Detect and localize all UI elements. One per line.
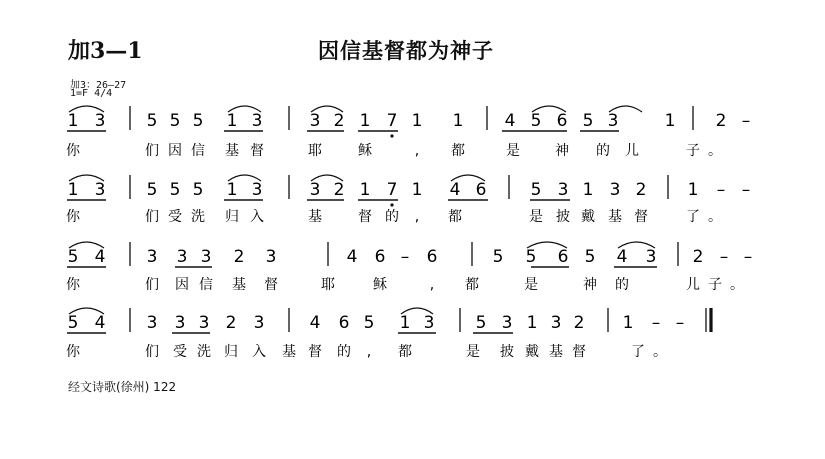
note: 1 [226, 111, 238, 131]
note: 1 [452, 111, 464, 131]
lyric-char: 的 [385, 209, 399, 225]
note: 5 [492, 247, 504, 267]
note: 1 [359, 111, 371, 131]
lyric-char: , [429, 277, 435, 293]
lyric-char: 督 [308, 344, 322, 360]
lyric-char: 督 [634, 209, 648, 225]
lyric-char: 的 [337, 344, 351, 360]
lyric-char: 督 [358, 209, 372, 225]
lyric-char: 戴 [525, 344, 539, 360]
note: 1 [67, 111, 79, 131]
lyric-char: 儿 [625, 143, 639, 159]
lyric-char: 的 [596, 143, 610, 159]
lyric-char: 基 [282, 344, 296, 360]
note: 5 [525, 247, 537, 267]
dash-note: – [400, 247, 410, 267]
note: 3 [146, 313, 158, 333]
note: 2 [233, 247, 245, 267]
lyric-char: 归 [224, 344, 238, 360]
note: 1 [359, 180, 371, 200]
note: 3 [645, 247, 657, 267]
lyric-char: 督 [264, 277, 278, 293]
lyric-char: 你 [66, 143, 80, 159]
note: 1 [399, 313, 411, 333]
note: 3 [251, 180, 263, 200]
lyric-char: 们 [145, 344, 159, 360]
dash-note: – [743, 247, 753, 267]
note: 2 [333, 180, 345, 200]
note: 6 [338, 313, 350, 333]
note: 3 [146, 247, 158, 267]
lyric-char: 们 [145, 143, 159, 159]
lyric-char: 了 [686, 209, 700, 225]
lyric-char: 。 [708, 209, 722, 225]
lyric-char: 因 [175, 277, 189, 293]
note: 1 [582, 180, 594, 200]
lyric-char: 基 [549, 344, 563, 360]
note: 3 [309, 180, 321, 200]
dash-note: – [719, 247, 729, 267]
note: 7 [386, 111, 398, 131]
lyric-char: 。 [653, 344, 667, 360]
dash-note: – [675, 313, 685, 333]
lyric-char: 们 [145, 277, 159, 293]
lyric-char: 的 [615, 277, 629, 293]
octave-dot [390, 203, 393, 206]
note: 1 [411, 111, 423, 131]
lyric-char: 洗 [191, 209, 205, 225]
lyric-char: 受 [173, 344, 187, 360]
note: 1 [226, 180, 238, 200]
note: 3 [253, 313, 265, 333]
lyric-char: 子 [686, 143, 700, 159]
lyric-char: 了 [631, 344, 645, 360]
note: 3 [94, 180, 106, 200]
note: 5 [475, 313, 487, 333]
note: 4 [449, 180, 461, 200]
note: 3 [607, 111, 619, 131]
octave-dot [390, 134, 393, 137]
note: 3 [265, 247, 277, 267]
lyric-char: 神 [555, 143, 569, 159]
lyric-char: 督 [250, 143, 264, 159]
note: 5 [192, 180, 204, 200]
lyric-char: 是 [529, 209, 543, 225]
lyric-char: 基 [225, 143, 239, 159]
note: 5 [67, 247, 79, 267]
lyric-char: 是 [466, 344, 480, 360]
lyric-char: 们 [145, 209, 159, 225]
dash-note: – [741, 111, 751, 131]
lyric-char: , [414, 143, 420, 159]
lyric-char: 督 [572, 344, 586, 360]
note: 5 [530, 180, 542, 200]
note: 3 [501, 313, 513, 333]
lyric-char: 你 [66, 209, 80, 225]
lyric-char: , [366, 344, 372, 360]
note: 3 [423, 313, 435, 333]
note: 3 [200, 247, 212, 267]
note: 5 [530, 111, 542, 131]
lyric-char: 受 [168, 209, 182, 225]
lyric-char: 你 [66, 344, 80, 360]
lyric-char: 基 [608, 209, 622, 225]
note: 1 [664, 111, 676, 131]
lyric-char: 披 [500, 344, 514, 360]
lyric-char: 稣 [373, 277, 387, 293]
note: 4 [346, 247, 358, 267]
note: 5 [363, 313, 375, 333]
note: 3 [557, 180, 569, 200]
note: 3 [550, 313, 562, 333]
note: 5 [67, 313, 79, 333]
lyric-char: 神 [583, 277, 597, 293]
note: 5 [169, 180, 181, 200]
note: 3 [609, 180, 621, 200]
lyric-char: 信 [191, 143, 205, 159]
lyric-char: 。 [708, 143, 722, 159]
note: 5 [582, 111, 594, 131]
note: 5 [169, 111, 181, 131]
note: 1 [526, 313, 538, 333]
note: 6 [374, 247, 386, 267]
note: 3 [94, 111, 106, 131]
note: 6 [426, 247, 438, 267]
lyric-char: 基 [232, 277, 246, 293]
lyric-char: 归 [225, 209, 239, 225]
note: 4 [616, 247, 628, 267]
lyric-char: 耶 [321, 277, 335, 293]
lyric-char: 子 [708, 277, 722, 293]
note: 3 [176, 247, 188, 267]
note: 3 [198, 313, 210, 333]
note: 4 [94, 313, 106, 333]
lyric-char: 披 [556, 209, 570, 225]
note: 4 [309, 313, 321, 333]
lyric-char: 因 [168, 143, 182, 159]
note: 7 [386, 180, 398, 200]
note: 3 [251, 111, 263, 131]
note: 6 [556, 111, 568, 131]
lyric-char: 是 [506, 143, 520, 159]
lyric-char: 。 [730, 277, 744, 293]
lyric-char: 都 [465, 277, 479, 293]
note: 2 [692, 247, 704, 267]
note: 5 [192, 111, 204, 131]
note: 5 [146, 111, 158, 131]
lyric-char: 耶 [308, 143, 322, 159]
lyric-char: 都 [448, 209, 462, 225]
lyric-char: 戴 [581, 209, 595, 225]
note: 1 [67, 180, 79, 200]
lyric-char: 儿 [686, 277, 700, 293]
note: 6 [557, 247, 569, 267]
note: 3 [309, 111, 321, 131]
dash-note: – [651, 313, 661, 333]
scripture-reference: 加3：26—27 [70, 80, 127, 91]
note: 4 [504, 111, 516, 131]
dash-note: – [741, 180, 751, 200]
lyric-char: 是 [524, 277, 538, 293]
note: 4 [94, 247, 106, 267]
note: 5 [584, 247, 596, 267]
lyric-char: 入 [252, 344, 266, 360]
note: 2 [635, 180, 647, 200]
dash-note: – [716, 180, 726, 200]
note: 1 [622, 313, 634, 333]
note: 5 [146, 180, 158, 200]
key-signature: 1=F 4/4 [70, 88, 113, 99]
lyric-char: 都 [398, 344, 412, 360]
note: 2 [715, 111, 727, 131]
lyric-char: , [414, 209, 420, 225]
note: 2 [333, 111, 345, 131]
lyric-char: 你 [66, 277, 80, 293]
note: 1 [687, 180, 699, 200]
note: 1 [411, 180, 423, 200]
note: 6 [475, 180, 487, 200]
hymn-number: 加3—1 [68, 38, 143, 64]
lyric-char: 洗 [197, 344, 211, 360]
note: 2 [225, 313, 237, 333]
note: 2 [573, 313, 585, 333]
lyric-char: 稣 [358, 143, 372, 159]
lyric-char: 入 [250, 209, 264, 225]
lyric-char: 都 [451, 143, 465, 159]
note: 3 [174, 313, 186, 333]
lyric-char: 信 [199, 277, 213, 293]
page-title: 因信基督都为神子 [318, 39, 494, 63]
lyric-char: 基 [308, 209, 322, 225]
source-credit: 经文诗歌(徐州) 122 [68, 380, 177, 394]
